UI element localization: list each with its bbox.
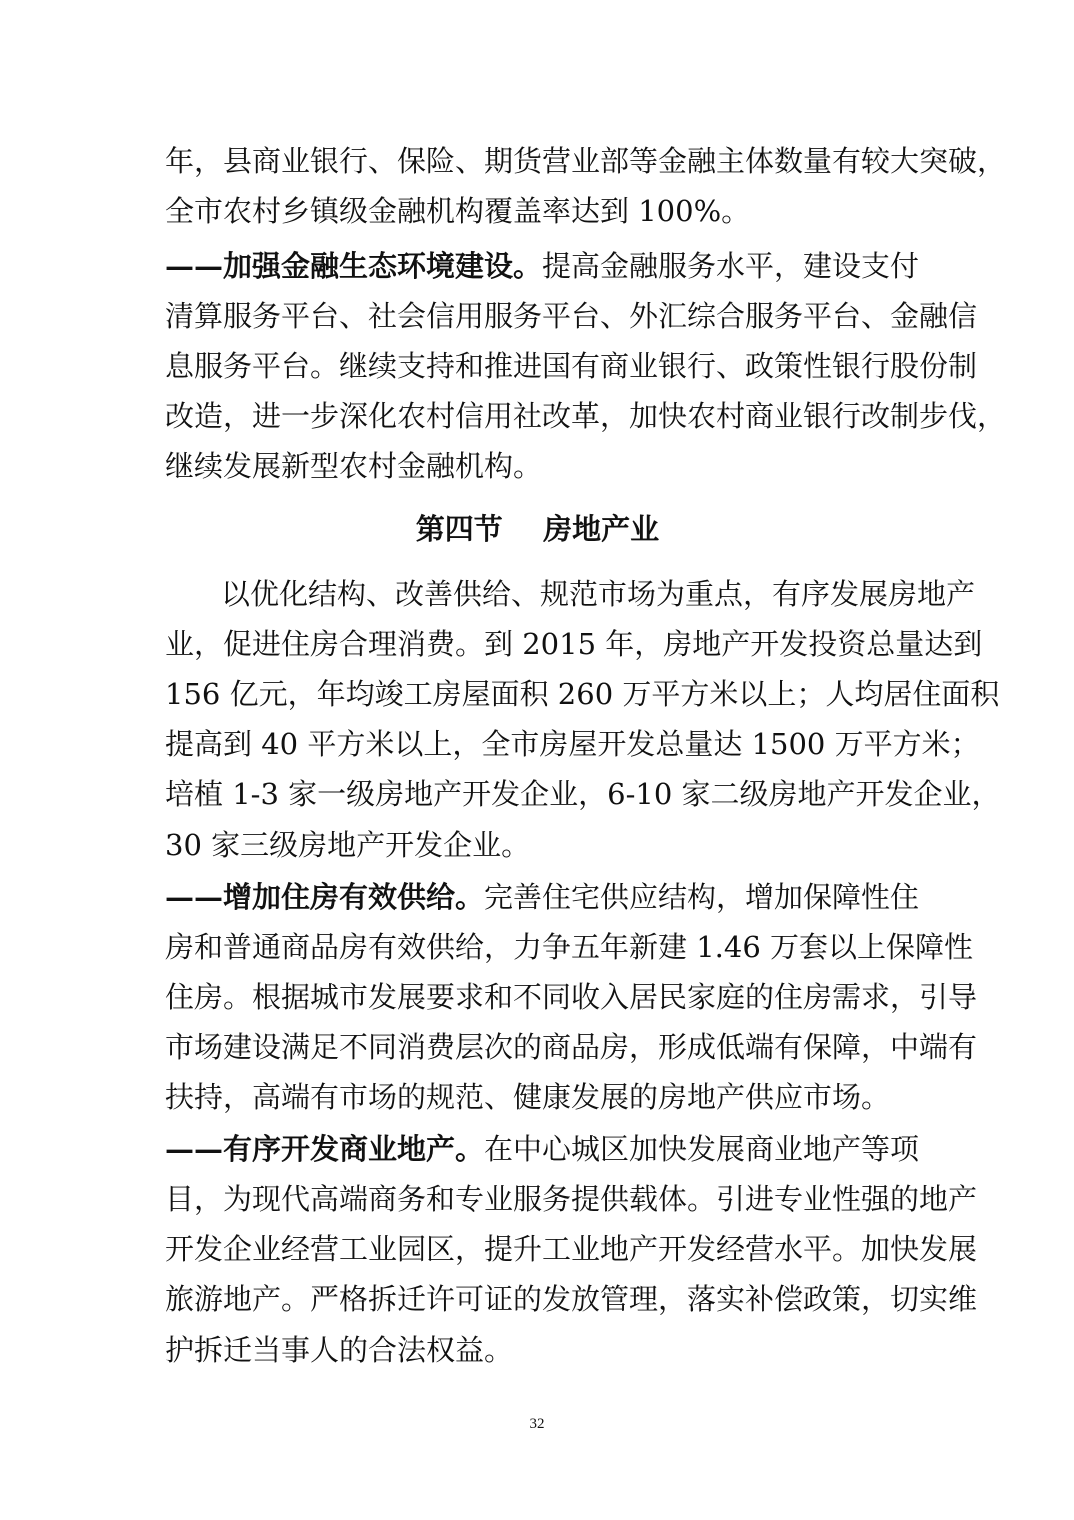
paragraph-line: 培植 1-3 家一级房地产开发企业，6-10 家二级房地产开发企业， xyxy=(165,777,1001,811)
paragraph-line: 开发企业经营工业园区，提升工业地产开发经营水平。加快发展 xyxy=(165,1232,978,1266)
paragraph-line: 息服务平台。继续支持和推进国有商业银行、政策性银行股份制 xyxy=(165,349,978,383)
paragraph-line: 30 家三级房地产开发企业。 xyxy=(165,828,531,862)
paragraph-line: 以优化结构、改善供给、规范市场为重点，有序发展房地产 xyxy=(221,577,976,611)
paragraph-line: 旅游地产。严格拆迁许可证的发放管理，落实补偿政策，切实维 xyxy=(165,1282,978,1316)
paragraph-line: 156 亿元，年均竣工房屋面积 260 万平方米以上；人均居住面积 xyxy=(165,677,1000,711)
paragraph-line: 护拆迁当事人的合法权益。 xyxy=(165,1333,514,1367)
paragraph-line xyxy=(165,1125,920,1173)
paragraph-line xyxy=(165,873,920,921)
paragraph-line: 清算服务平台、社会信用服务平台、外汇综合服务平台、金融信 xyxy=(165,299,978,333)
paragraph-line: 扶持，高端有市场的规范、健康发展的房地产供应市场。 xyxy=(165,1080,891,1114)
paragraph-line: 年，县商业银行、保险、期货营业部等金融主体数量有较大突破， xyxy=(165,144,1007,178)
section-title: 第四节 房地产业 xyxy=(415,512,660,546)
paragraph-line: 继续发展新型农村金融机构。 xyxy=(165,449,543,483)
paragraph-line: 提高到 40 平方米以上，全市房屋开发总量达 1500 万平方米； xyxy=(165,727,980,761)
paragraph-heading: ——有序开发商业地产。 xyxy=(165,1132,485,1166)
paragraph-heading: ——加强金融生态环境建设。 xyxy=(165,249,543,283)
paragraph-line: 房和普通商品房有效供给，力争五年新建 1.46 万套以上保障性 xyxy=(165,930,974,964)
paragraph-line xyxy=(165,242,920,290)
paragraph-text: 完善住宅供应结构，增加保障性住 xyxy=(484,880,920,914)
paragraph-line: 改造，进一步深化农村信用社改革，加快农村商业银行改制步伐， xyxy=(165,399,1007,433)
paragraph-text: 在中心城区加快发展商业地产等项 xyxy=(484,1132,920,1166)
paragraph-heading: ——增加住房有效供给。 xyxy=(165,880,485,914)
page-number: 32 xyxy=(529,1416,545,1432)
paragraph-line: 住房。根据城市发展要求和不同收入居民家庭的住房需求，引导 xyxy=(165,980,978,1014)
paragraph-line: 业，促进住房合理消费。到 2015 年，房地产开发投资总量达到 xyxy=(165,627,983,661)
paragraph-text: 提高金融服务水平，建设支付 xyxy=(542,249,920,283)
paragraph-line: 全市农村乡镇级金融机构覆盖率达到 100%。 xyxy=(165,194,751,228)
paragraph-line: 目，为现代高端商务和专业服务提供载体。引进专业性强的地产 xyxy=(165,1182,978,1216)
paragraph-line: 市场建设满足不同消费层次的商品房，形成低端有保障，中端有 xyxy=(165,1030,978,1064)
